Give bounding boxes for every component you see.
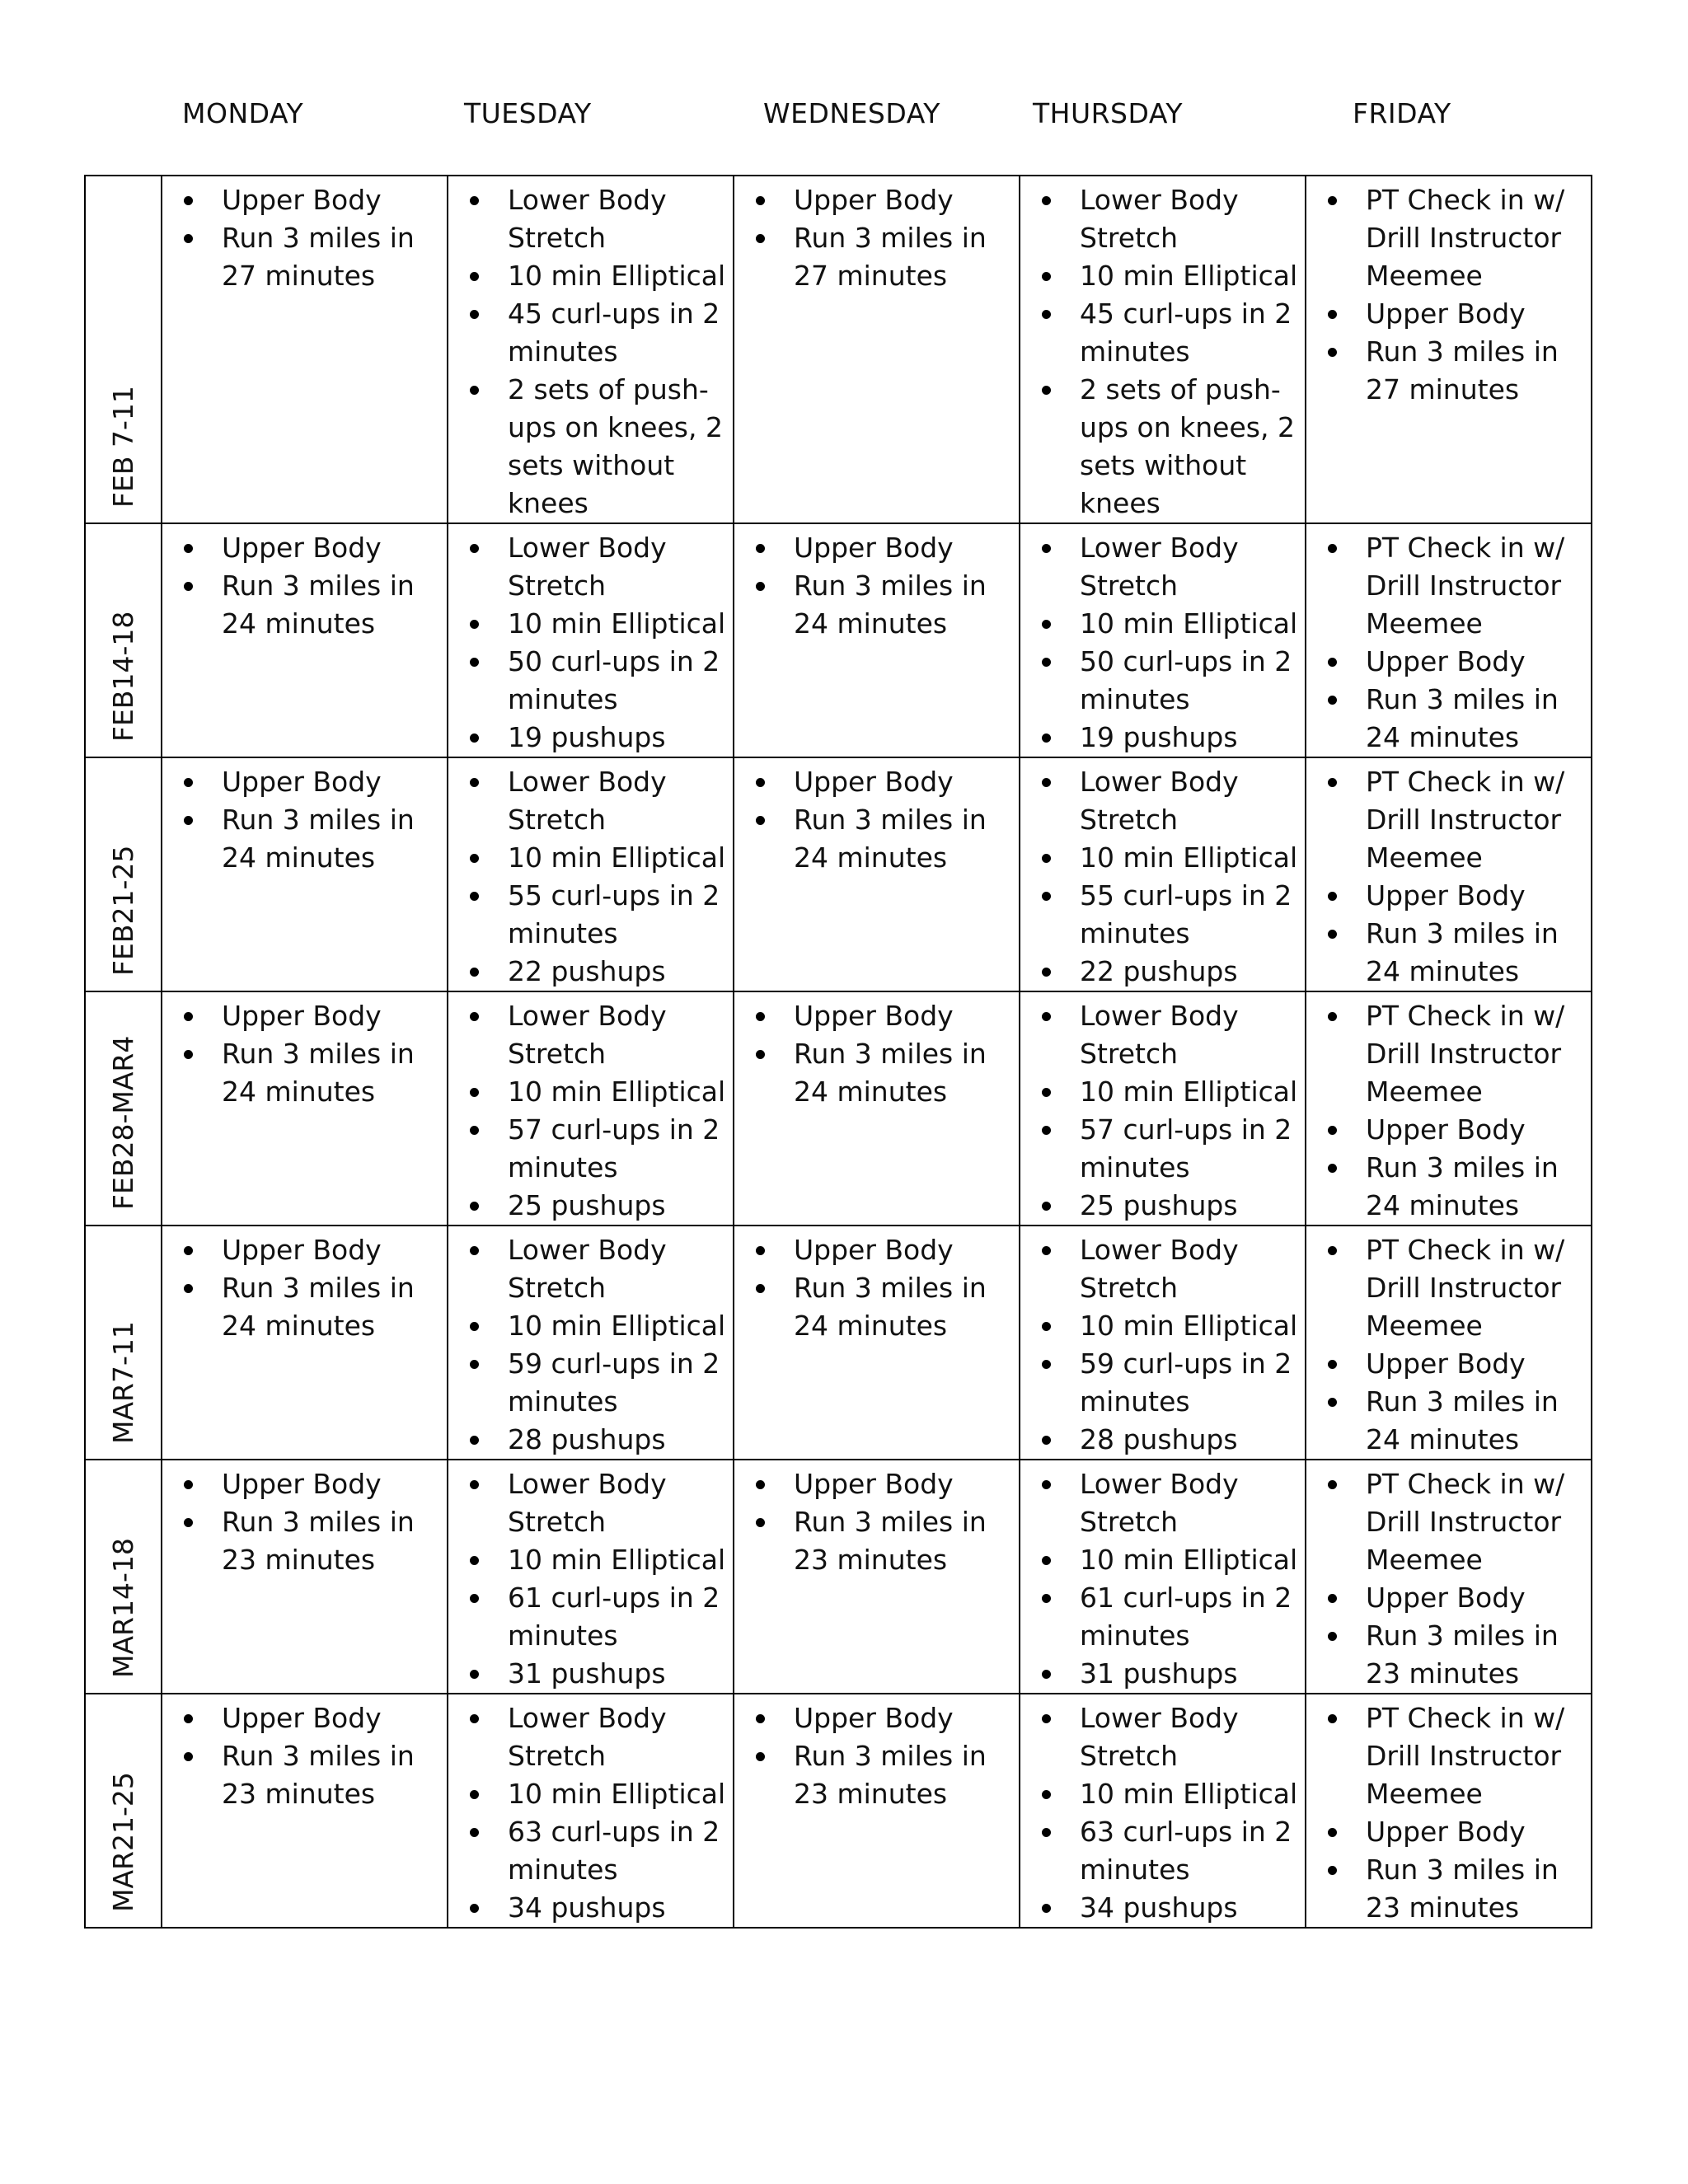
task-list (1020, 758, 1305, 991)
task-item: 10 min Elliptical (1030, 1775, 1298, 1813)
day-header-tuesday: TUESDAY (464, 97, 592, 129)
task-item: Upper Body (172, 1465, 440, 1503)
task-item: 34 pushups (458, 1889, 726, 1927)
task-list (162, 1694, 447, 1813)
task-item: 61 curl-ups in 2 minutes (1030, 1579, 1298, 1655)
task-item: Run 3 miles in 24 minutes (1316, 915, 1584, 991)
schedule-body (85, 176, 1592, 1928)
task-item: 50 curl-ups in 2 minutes (458, 643, 726, 719)
day-cell-tuesday (448, 1226, 734, 1460)
task-item: 57 curl-ups in 2 minutes (1030, 1111, 1298, 1187)
task-item: 10 min Elliptical (458, 839, 726, 877)
week-row (85, 1460, 1592, 1694)
task-item: Lower Body Stretch (1030, 997, 1298, 1073)
task-item: Lower Body Stretch (1030, 763, 1298, 839)
task-item: Upper Body (172, 997, 440, 1035)
task-item: Lower Body Stretch (1030, 1699, 1298, 1775)
task-item: Run 3 miles in 24 minutes (1316, 1149, 1584, 1225)
task-item: 2 sets of push-ups on knees, 2 sets without knees (1030, 371, 1298, 523)
task-list (1020, 992, 1305, 1225)
task-list (448, 992, 733, 1225)
week-label-cell (85, 991, 162, 1226)
task-list (162, 758, 447, 877)
week-label: FEB 7-11 (106, 386, 139, 508)
task-item: Upper Body (744, 997, 1012, 1035)
day-cell-tuesday (448, 1694, 734, 1928)
day-cell-wednesday (734, 1226, 1020, 1460)
task-list (1306, 1460, 1591, 1693)
day-header-wednesday: WEDNESDAY (763, 97, 940, 129)
task-item: Run 3 miles in 24 minutes (172, 801, 440, 877)
week-label-cell (85, 176, 162, 523)
task-list (448, 524, 733, 757)
task-item: PT Check in w/ Drill Instructor Meemee (1316, 997, 1584, 1111)
day-cell-wednesday (734, 176, 1020, 523)
task-list (1306, 176, 1591, 409)
task-item: Upper Body (172, 529, 440, 567)
task-item: 10 min Elliptical (1030, 1541, 1298, 1579)
week-row (85, 523, 1592, 757)
task-item: PT Check in w/ Drill Instructor Meemee (1316, 529, 1584, 643)
week-label: MAR14-18 (106, 1538, 139, 1678)
day-cell-friday (1306, 1226, 1592, 1460)
task-item: Run 3 miles in 24 minutes (744, 801, 1012, 877)
task-list (1020, 1460, 1305, 1693)
task-item: Upper Body (1316, 1111, 1584, 1149)
week-label-cell (85, 1694, 162, 1928)
task-item: Upper Body (744, 1231, 1012, 1269)
task-item: Lower Body Stretch (458, 1231, 726, 1307)
day-cell-thursday (1020, 757, 1306, 991)
task-item: 10 min Elliptical (1030, 1307, 1298, 1345)
task-item: PT Check in w/ Drill Instructor Meemee (1316, 763, 1584, 877)
day-cell-monday (162, 523, 448, 757)
day-header-friday: FRIDAY (1353, 97, 1451, 129)
task-item: Lower Body Stretch (1030, 181, 1298, 257)
task-item: Lower Body Stretch (458, 1699, 726, 1775)
day-cell-wednesday (734, 757, 1020, 991)
task-item: 10 min Elliptical (458, 257, 726, 295)
week-row (85, 176, 1592, 523)
task-item: 28 pushups (458, 1421, 726, 1459)
task-item: Upper Body (1316, 643, 1584, 681)
day-cell-friday (1306, 1694, 1592, 1928)
task-item: Run 3 miles in 24 minutes (744, 1269, 1012, 1345)
day-cell-monday (162, 1460, 448, 1694)
task-list (162, 992, 447, 1111)
task-list (734, 1694, 1019, 1813)
task-list (734, 524, 1019, 643)
task-list (162, 524, 447, 643)
day-cell-thursday (1020, 176, 1306, 523)
task-list (1306, 992, 1591, 1225)
week-label: FEB28-MAR4 (106, 1035, 139, 1210)
task-item: Upper Body (172, 1231, 440, 1269)
day-cell-wednesday (734, 991, 1020, 1226)
task-item: 10 min Elliptical (458, 1775, 726, 1813)
task-item: Run 3 miles in 27 minutes (744, 219, 1012, 295)
task-item: Upper Body (1316, 877, 1584, 915)
day-cell-monday (162, 176, 448, 523)
day-header-monday: MONDAY (182, 97, 304, 129)
task-item: PT Check in w/ Drill Instructor Meemee (1316, 1699, 1584, 1813)
task-item: 10 min Elliptical (458, 1541, 726, 1579)
task-item: PT Check in w/ Drill Instructor Meemee (1316, 1231, 1584, 1345)
day-cell-thursday (1020, 1226, 1306, 1460)
day-cell-friday (1306, 176, 1592, 523)
task-list (1306, 1226, 1591, 1459)
task-item: 34 pushups (1030, 1889, 1298, 1927)
week-label: MAR7-11 (106, 1321, 139, 1444)
week-label: MAR21-25 (106, 1772, 139, 1912)
day-cell-tuesday (448, 523, 734, 757)
task-item: 28 pushups (1030, 1421, 1298, 1459)
task-item: Run 3 miles in 23 minutes (744, 1503, 1012, 1579)
task-item: Upper Body (744, 1465, 1012, 1503)
task-item: Run 3 miles in 24 minutes (172, 1269, 440, 1345)
task-item: 31 pushups (1030, 1655, 1298, 1693)
task-item: Run 3 miles in 23 minutes (744, 1737, 1012, 1813)
task-item: Run 3 miles in 27 minutes (1316, 333, 1584, 409)
day-cell-monday (162, 1694, 448, 1928)
task-item: PT Check in w/ Drill Instructor Meemee (1316, 1465, 1584, 1579)
day-header-thursday: THURSDAY (1033, 97, 1184, 129)
task-item: 22 pushups (1030, 953, 1298, 991)
day-cell-friday (1306, 757, 1592, 991)
day-cell-friday (1306, 1460, 1592, 1694)
task-item: Upper Body (172, 1699, 440, 1737)
task-item: 10 min Elliptical (458, 1073, 726, 1111)
task-item: 10 min Elliptical (1030, 839, 1298, 877)
task-item: 2 sets of push-ups on knees, 2 sets without knees (458, 371, 726, 523)
task-item: Run 3 miles in 24 minutes (1316, 681, 1584, 757)
task-list (734, 758, 1019, 877)
task-list (1020, 1694, 1305, 1927)
task-item: 63 curl-ups in 2 minutes (458, 1813, 726, 1889)
task-item: Lower Body Stretch (458, 763, 726, 839)
task-item: Run 3 miles in 23 minutes (172, 1503, 440, 1579)
task-item: Upper Body (744, 181, 1012, 219)
task-item: PT Check in w/ Drill Instructor Meemee (1316, 181, 1584, 295)
day-cell-thursday (1020, 991, 1306, 1226)
task-list (1020, 1226, 1305, 1459)
task-list (734, 1226, 1019, 1345)
task-item: Upper Body (172, 763, 440, 801)
task-item: Run 3 miles in 24 minutes (744, 1035, 1012, 1111)
week-label-cell (85, 757, 162, 991)
task-item: 25 pushups (458, 1187, 726, 1225)
task-item: 55 curl-ups in 2 minutes (458, 877, 726, 953)
day-cell-wednesday (734, 1694, 1020, 1928)
week-label-cell (85, 523, 162, 757)
task-item: 10 min Elliptical (1030, 257, 1298, 295)
task-list (162, 1226, 447, 1345)
task-item: Upper Body (172, 181, 440, 219)
task-item: Upper Body (1316, 1579, 1584, 1617)
task-list (1020, 176, 1305, 523)
task-list (734, 176, 1019, 295)
task-list (1020, 524, 1305, 757)
task-item: 31 pushups (458, 1655, 726, 1693)
task-list (1306, 1694, 1591, 1927)
task-list (734, 992, 1019, 1111)
day-cell-tuesday (448, 1460, 734, 1694)
task-list (162, 176, 447, 295)
task-item: 45 curl-ups in 2 minutes (458, 295, 726, 371)
task-item: 19 pushups (458, 719, 726, 757)
task-item: 45 curl-ups in 2 minutes (1030, 295, 1298, 371)
task-item: 19 pushups (1030, 719, 1298, 757)
task-item: Run 3 miles in 24 minutes (744, 567, 1012, 643)
task-item: Run 3 miles in 23 minutes (1316, 1851, 1584, 1927)
week-label-cell (85, 1226, 162, 1460)
day-cell-thursday (1020, 1694, 1306, 1928)
task-item: Upper Body (744, 763, 1012, 801)
task-item: Lower Body Stretch (458, 997, 726, 1073)
week-row (85, 757, 1592, 991)
task-item: Run 3 miles in 24 minutes (172, 567, 440, 643)
day-cell-tuesday (448, 757, 734, 991)
task-item: Run 3 miles in 24 minutes (172, 1035, 440, 1111)
task-list (448, 1226, 733, 1459)
task-item: 10 min Elliptical (458, 605, 726, 643)
task-item: 10 min Elliptical (1030, 1073, 1298, 1111)
task-list (162, 1460, 447, 1579)
day-cell-friday (1306, 991, 1592, 1226)
day-cell-thursday (1020, 1460, 1306, 1694)
day-cell-monday (162, 991, 448, 1226)
task-item: Upper Body (1316, 1345, 1584, 1383)
week-row (85, 991, 1592, 1226)
task-item: Upper Body (1316, 1813, 1584, 1851)
task-list (448, 758, 733, 991)
task-item: 63 curl-ups in 2 minutes (1030, 1813, 1298, 1889)
task-item: Lower Body Stretch (458, 529, 726, 605)
task-item: Lower Body Stretch (1030, 1231, 1298, 1307)
week-label: FEB21-25 (106, 845, 139, 976)
task-list (1306, 758, 1591, 991)
task-list (448, 1694, 733, 1927)
week-label: FEB14-18 (106, 611, 139, 742)
task-item: 61 curl-ups in 2 minutes (458, 1579, 726, 1655)
day-cell-monday (162, 1226, 448, 1460)
week-label-cell (85, 1460, 162, 1694)
task-item: 25 pushups (1030, 1187, 1298, 1225)
task-list (1306, 524, 1591, 757)
task-item: Run 3 miles in 27 minutes (172, 219, 440, 295)
task-item: 50 curl-ups in 2 minutes (1030, 643, 1298, 719)
task-item: 10 min Elliptical (458, 1307, 726, 1345)
task-item: Run 3 miles in 23 minutes (172, 1737, 440, 1813)
workout-schedule-table (84, 175, 1592, 1929)
task-item: Upper Body (1316, 295, 1584, 333)
task-item: Run 3 miles in 23 minutes (1316, 1617, 1584, 1693)
task-item: Upper Body (744, 1699, 1012, 1737)
task-list (448, 176, 733, 523)
task-item: 59 curl-ups in 2 minutes (1030, 1345, 1298, 1421)
day-cell-tuesday (448, 176, 734, 523)
task-item: 22 pushups (458, 953, 726, 991)
task-list (448, 1460, 733, 1693)
day-cell-tuesday (448, 991, 734, 1226)
day-cell-thursday (1020, 523, 1306, 757)
task-item: 10 min Elliptical (1030, 605, 1298, 643)
task-item: Lower Body Stretch (458, 181, 726, 257)
day-cell-friday (1306, 523, 1592, 757)
task-item: Lower Body Stretch (1030, 529, 1298, 605)
task-item: Lower Body Stretch (458, 1465, 726, 1541)
day-cell-monday (162, 757, 448, 991)
day-cell-wednesday (734, 523, 1020, 757)
week-row (85, 1694, 1592, 1928)
task-list (734, 1460, 1019, 1579)
day-cell-wednesday (734, 1460, 1020, 1694)
task-item: Lower Body Stretch (1030, 1465, 1298, 1541)
task-item: 57 curl-ups in 2 minutes (458, 1111, 726, 1187)
task-item: 55 curl-ups in 2 minutes (1030, 877, 1298, 953)
week-row (85, 1226, 1592, 1460)
task-item: Run 3 miles in 24 minutes (1316, 1383, 1584, 1459)
task-item: Upper Body (744, 529, 1012, 567)
task-item: 59 curl-ups in 2 minutes (458, 1345, 726, 1421)
